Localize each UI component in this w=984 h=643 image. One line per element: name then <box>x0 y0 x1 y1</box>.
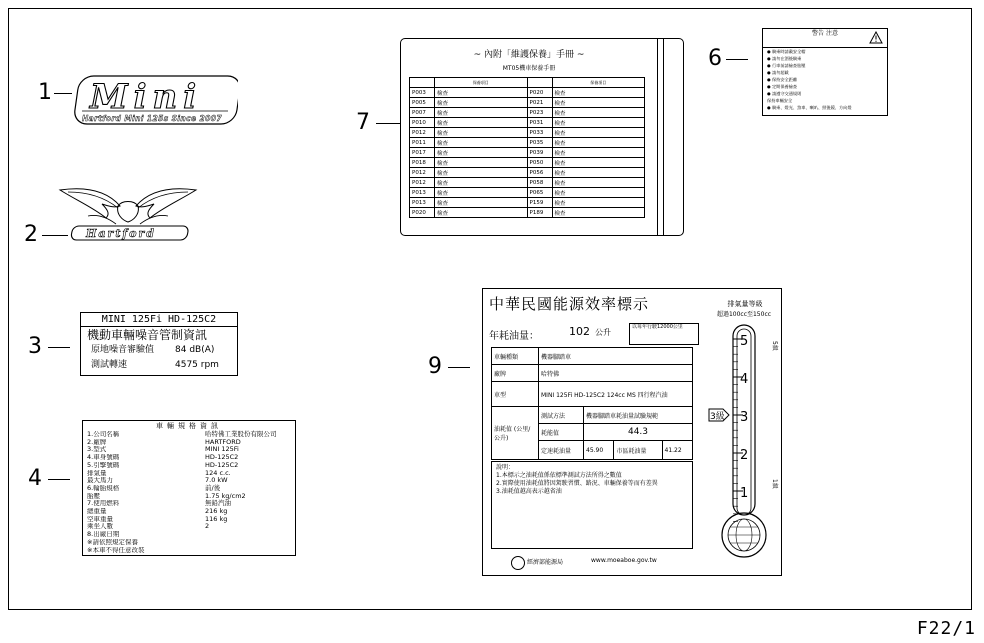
energy-cell-label: 耗能值 <box>539 424 584 441</box>
warning-line: ● 請勿在酒後騎乘 <box>767 56 802 61</box>
manual-page-code: P033 <box>527 128 552 138</box>
noise-title: 機動車輛噪音管制資訊 <box>87 328 208 342</box>
manual-subtitle: MT05機車保養手冊 <box>502 65 556 72</box>
energy-footer-org: 經濟部能源局 <box>527 559 564 566</box>
spec-line-value: 1.75 kg/cm2 <box>205 491 246 500</box>
noise-row-value: 84 dB(A) <box>175 345 215 355</box>
manual-page-code: P003 <box>410 88 435 98</box>
grade-title: 排氣量等級 <box>727 300 763 308</box>
spec-title: 車輛規格資訊 <box>156 422 222 430</box>
energy-footer-url: www.moeaboe.gov.tw <box>591 557 657 564</box>
spec-line-label: ※請依照規定保養 <box>87 538 138 546</box>
table-row <box>410 188 645 198</box>
energy-efficiency-label <box>482 288 782 576</box>
current-grade-label: 3級 <box>710 412 725 422</box>
spec-line <box>83 500 295 508</box>
warning-label <box>762 28 888 116</box>
table-row <box>410 168 645 178</box>
noise-row <box>81 358 237 373</box>
table-row <box>410 98 645 108</box>
scale-level-label: 5 <box>740 334 749 349</box>
warning-title: 警告 注意 <box>812 30 838 37</box>
table-row <box>410 178 645 188</box>
scale-level-label: 1 <box>740 486 749 501</box>
manual-spine <box>657 39 658 235</box>
manual-item-text: 檢查 <box>552 198 645 208</box>
manual-item-text: 檢查 <box>435 168 528 178</box>
spec-line <box>83 516 295 524</box>
manual-item-text: 檢查 <box>552 88 645 98</box>
manual-page-code: P058 <box>527 178 552 188</box>
manual-item-text: 檢查 <box>552 138 645 148</box>
annual-fuel-unit: 公升 <box>595 328 611 337</box>
spec-line-value: 124 c.c. <box>205 468 231 477</box>
spec-line-value: HARTFORD <box>205 437 241 446</box>
warning-line: ● 保持安全距離 <box>767 77 798 82</box>
spec-line-label: 3.型式 <box>87 446 107 454</box>
energy-cell-value: 哈特佛 <box>539 365 693 382</box>
spec-line-value: MINI 125Fi <box>205 445 239 454</box>
hartford-logo-text: Hartford <box>86 227 156 240</box>
manual-item-text: 檢查 <box>552 168 645 178</box>
noise-row-label: 原地噪音審驗值 <box>91 345 155 355</box>
manual-item-text: 檢查 <box>435 98 528 108</box>
warning-title-bar <box>763 29 887 48</box>
energy-cell-label: 市區耗油量 <box>614 441 662 460</box>
spec-line-value: 2 <box>205 522 210 531</box>
leader-4 <box>48 479 70 480</box>
spec-line <box>83 493 295 501</box>
scale-top-label: 5級 <box>771 341 778 351</box>
table-row <box>410 108 645 118</box>
noise-row-value: 4575 rpm <box>175 360 219 370</box>
spec-line <box>83 539 295 547</box>
warning-line: ● 請遵守交通規則 <box>767 91 802 96</box>
spec-line <box>83 446 295 454</box>
spec-line-value: HD-125C2 <box>205 453 239 462</box>
energy-note-item: 3.油耗值越高表示越省油 <box>496 488 562 495</box>
manual-item-text: 檢查 <box>435 88 528 98</box>
manual-page-code: P018 <box>410 158 435 168</box>
scale-level-label: 4 <box>740 372 749 387</box>
scale-level-label: 2 <box>740 448 749 463</box>
manual-page-code: P056 <box>527 168 552 178</box>
thermometer-graphic <box>707 319 781 573</box>
warning-lines <box>763 48 887 111</box>
manual-page-code: P159 <box>527 198 552 208</box>
energy-notes <box>491 461 693 549</box>
manual-page-code: P011 <box>410 138 435 148</box>
scale-level-label: 3 <box>740 410 749 425</box>
manual-item-text: 檢查 <box>435 148 528 158</box>
spec-line <box>83 454 295 462</box>
table-row <box>410 198 645 208</box>
mini-tagline: Hartford Mini 125s Since 2007 <box>82 114 222 123</box>
table-row <box>492 407 693 424</box>
noise-info-label <box>80 312 238 376</box>
manual-item-text: 檢查 <box>435 208 528 218</box>
spec-line-label: ※本車不得任意改裝 <box>87 546 145 554</box>
table-row <box>410 118 645 128</box>
spec-line <box>83 470 295 478</box>
manual-page-code: P035 <box>527 138 552 148</box>
energy-cell-value: MINI 125Fi HD-125C2 124cc MS 四行程汽油 <box>539 382 693 407</box>
spec-line-label: 總重量 <box>87 508 107 516</box>
energy-cell-value: 機器腳踏車耗油量試驗規範 <box>584 407 693 424</box>
spec-line-value: HD-125C2 <box>205 460 239 469</box>
manual-item-text: 檢查 <box>552 108 645 118</box>
manual-page-code: P020 <box>410 208 435 218</box>
manual-item-text: 檢查 <box>435 118 528 128</box>
energy-cell-label: 廠牌 <box>492 365 539 382</box>
leader-6 <box>726 59 748 60</box>
callout-9: 9 <box>428 354 442 379</box>
spec-line-value: 116 kg <box>205 514 228 523</box>
manual-item-text: 檢查 <box>552 118 645 128</box>
scale-bottom-label: 1級 <box>771 479 778 489</box>
energy-title: 中華民國能源效率標示 <box>489 295 650 313</box>
manual-page-code: P012 <box>410 178 435 188</box>
table-row <box>410 208 645 218</box>
spec-line <box>83 462 295 470</box>
annual-fuel-label: 年耗油量： <box>489 331 539 342</box>
spec-line-label: 8.出廠日期 <box>87 531 120 539</box>
table-row <box>410 148 645 158</box>
warning-line: ● 行車前請檢查胎壓 <box>767 63 806 68</box>
manual-page-code: P005 <box>410 98 435 108</box>
spec-line <box>83 439 295 447</box>
energy-cell-value: 44.3 <box>584 424 693 441</box>
spec-line <box>83 508 295 516</box>
table-row <box>492 348 693 365</box>
callout-6: 6 <box>708 46 722 71</box>
spec-line-value: 無鉛汽油 <box>205 499 231 508</box>
warning-line: ● 騎乘時請戴安全帽 <box>767 49 806 54</box>
energy-cell-value: 41.22 <box>662 441 692 460</box>
noise-model: MINI 125Fi HD-125C2 <box>81 313 237 327</box>
manual-header-left: 保養項目 <box>435 78 528 88</box>
table-row <box>410 128 645 138</box>
manual-page-code: P031 <box>527 118 552 128</box>
manual-page-code: P007 <box>410 108 435 118</box>
mini-logo-text: Mini <box>90 77 203 117</box>
manual-spine-edge <box>663 39 664 235</box>
hartford-decal <box>58 186 198 244</box>
annual-fuel-value: 102 <box>569 325 590 338</box>
manual-item-text: 檢查 <box>435 158 528 168</box>
spec-line-label: 6.輪胎規格 <box>87 484 120 492</box>
manual-item-text: 檢查 <box>435 138 528 148</box>
manual-item-text: 檢查 <box>435 188 528 198</box>
manual-page-code: P013 <box>410 198 435 208</box>
energy-cell-label: 測試方法 <box>539 407 584 424</box>
spec-line-label: 7.使用燃料 <box>87 500 120 508</box>
spec-line-value: 哈特佛工業股份有限公司 <box>205 430 277 438</box>
spec-line <box>83 477 295 485</box>
warning-line: ● 定期保養檢查 <box>767 84 798 89</box>
callout-7: 7 <box>356 110 370 135</box>
manual-page-code: P012 <box>410 128 435 138</box>
manual-page-code: P010 <box>410 118 435 128</box>
annual-fuel-note: 以每年行駛12000公里 <box>629 323 699 345</box>
manual-header-right: 保養項目 <box>552 78 645 88</box>
manual-page-code: P050 <box>527 158 552 168</box>
manual-page-code: P023 <box>527 108 552 118</box>
manual-page-code: P017 <box>410 148 435 158</box>
spec-line-label: 排氣量 <box>87 469 107 477</box>
manual-page-code: P039 <box>527 148 552 158</box>
energy-cell-label: 定速耗油量 <box>539 441 584 460</box>
manual-page-code: P189 <box>527 208 552 218</box>
energy-note-item: 2.實際使用油耗值將因駕駛習慣、路況、車輛保養等而有差異 <box>496 480 658 487</box>
manual-item-text: 檢查 <box>552 128 645 138</box>
manual-item-text: 檢查 <box>435 198 528 208</box>
manual-item-text: 檢查 <box>435 128 528 138</box>
manual-table <box>409 77 645 218</box>
table-row <box>410 88 645 98</box>
warning-triangle-icon <box>869 31 883 44</box>
spec-line <box>83 485 295 493</box>
energy-cell-label: 油耗值 (公里/公升) <box>492 407 539 460</box>
manual-page-code: P012 <box>410 168 435 178</box>
manual-title: ~ 內附「維護保養」手冊 ~ <box>473 50 585 60</box>
spec-line-label: 乘坐人數 <box>87 523 113 531</box>
energy-note-item: 1.本標示之油耗值係依標準測試方法所得之數值 <box>496 472 622 479</box>
callout-1: 1 <box>38 80 52 105</box>
manual-page-code: P020 <box>527 88 552 98</box>
callout-4: 4 <box>28 466 42 491</box>
mini-decal <box>72 74 238 126</box>
leader-9 <box>448 367 470 368</box>
manual-item-text: 檢查 <box>552 178 645 188</box>
spec-line-label: 胎壓 <box>87 492 100 500</box>
table-row <box>410 158 645 168</box>
spec-line-label: 最大馬力 <box>87 477 113 485</box>
spec-line <box>83 523 295 531</box>
spec-line-value: 216 kg <box>205 507 228 516</box>
manual-item-text: 檢查 <box>552 158 645 168</box>
manual-item-text: 檢查 <box>552 98 645 108</box>
sheet-id: F22/1 <box>916 618 976 639</box>
manual-item-text: 檢查 <box>435 178 528 188</box>
spec-line-label: 5.引擎號碼 <box>87 461 120 469</box>
energy-notes-title: 說明： <box>496 464 515 471</box>
warning-line: ● 騎乘、燈光、煞車、喇叭、照後鏡、方向燈 <box>767 105 852 110</box>
energy-bureau-seal-icon <box>511 556 525 570</box>
energy-cell-label: 車型 <box>492 382 539 407</box>
callout-2: 2 <box>24 222 38 247</box>
leader-3 <box>48 347 70 348</box>
spec-line-value: 前/後 <box>205 483 221 492</box>
leader-7 <box>376 123 400 124</box>
table-row <box>410 138 645 148</box>
vehicle-spec-label <box>82 420 296 556</box>
spec-line <box>83 431 295 439</box>
manual-page-code: P065 <box>527 188 552 198</box>
noise-row-label: 測試轉速 <box>91 360 128 370</box>
energy-cell-value: 45.90 <box>584 441 614 460</box>
warning-line: ● 請勿超載 <box>767 70 789 75</box>
spec-line-label: 4.車身號碼 <box>87 454 120 462</box>
manual-page-code: P021 <box>527 98 552 108</box>
spec-line-label: 空車重量 <box>87 515 113 523</box>
manual-item-text: 檢查 <box>435 108 528 118</box>
manual-item-text: 檢查 <box>552 148 645 158</box>
grade-subtitle: 超過100cc至150cc <box>716 311 772 318</box>
energy-cell-value: 機器腳踏車 <box>539 348 693 365</box>
energy-cell-label: 車輛種類 <box>492 348 539 365</box>
spec-line-label: 2.廠牌 <box>87 438 107 446</box>
spec-line <box>83 547 295 555</box>
manual-page-code: P013 <box>410 188 435 198</box>
spec-line-value: 7.0 kW <box>205 476 228 485</box>
manual-item-text: 檢查 <box>552 188 645 198</box>
table-row <box>492 382 693 407</box>
table-row <box>492 365 693 382</box>
callout-3: 3 <box>28 334 42 359</box>
energy-table <box>491 347 693 460</box>
maintenance-manual <box>400 38 684 236</box>
spec-line-label: 1.公司名稱 <box>87 431 120 438</box>
spec-line <box>83 531 295 539</box>
warning-line: 保持車輛安全 <box>767 98 793 103</box>
leader-1 <box>54 93 72 94</box>
noise-row <box>81 343 237 358</box>
spec-lines <box>83 431 295 554</box>
manual-item-text: 檢查 <box>552 208 645 218</box>
